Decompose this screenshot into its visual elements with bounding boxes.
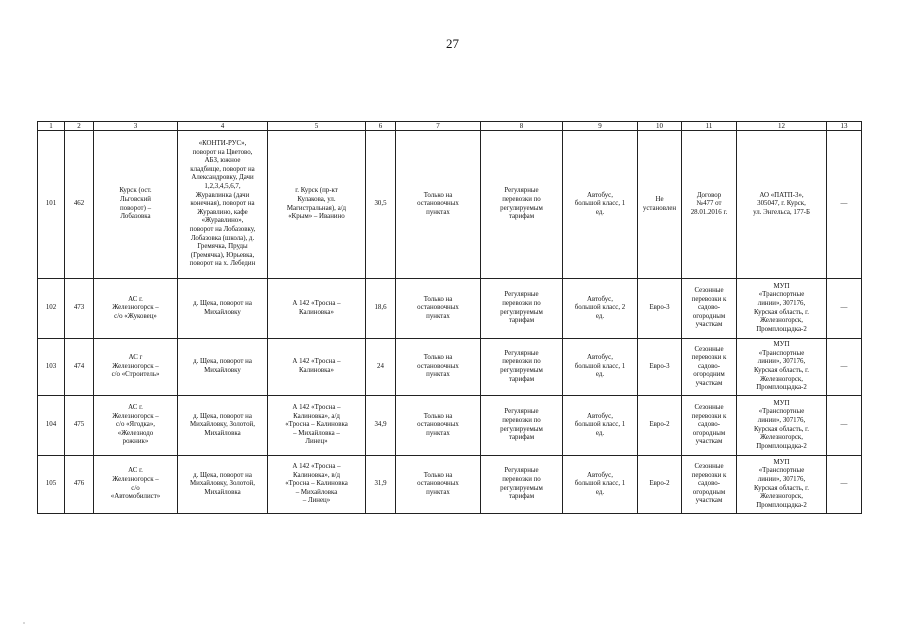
column-number: 9 [563,122,638,131]
transport-type: Регулярные перевозки по регулируемым тарифам [481,279,563,339]
vehicle-class: Автобус, большой класс, 1 ед. [563,456,638,514]
column-number: 1 [38,122,65,131]
eco-class: Евро-2 [638,456,682,514]
carrier: МУП «Транспортные линии», 307176, Курская область, г. Железногорск, Промплощадка-2 [737,339,827,396]
extra-info: — [827,339,862,396]
table-row [38,396,862,456]
stop-procedure: Только на остановочных пунктах [396,339,481,396]
vehicle-class: Автобус, большой класс, 1 ед. [563,131,638,279]
table-row [38,339,862,396]
column-number: 13 [827,122,862,131]
start-date: Сезонные перевозки к садово- огородным участкам [682,279,737,339]
page-number: 27 [446,36,459,51]
column-number: 7 [396,122,481,131]
column-number: 4 [178,122,268,131]
table-header-row [38,122,862,131]
column-number: 12 [737,122,827,131]
intermediate-stops: д. Щека, поворот на Михайловку, Золотой, Михайловка [178,396,268,456]
route-length: 24 [366,339,396,396]
intermediate-stops: д. Щека, поворот на Михайловку [178,279,268,339]
stop-procedure: Только на остановочных пунктах [396,279,481,339]
streets-roads: А 142 «Тросна – Калиновка», в/д «Тросна – Калиновка – Михайловка – Линец» [268,456,366,514]
stop-procedure: Только на остановочных пунктах [396,396,481,456]
route-length: 18,6 [366,279,396,339]
transport-type: Регулярные перевозки по регулируемым тарифам [481,396,563,456]
row-index: 102 [38,279,65,339]
start-date: Сезонные перевозки к садово- огородным участкам [682,456,737,514]
vehicle-class: Автобус, большой класс, 1 ед. [563,396,638,456]
column-number: 5 [268,122,366,131]
start-date: Сезонные перевозки к садово- огородним участкам [682,339,737,396]
streets-roads: г. Курск (пр-кт Кулакова, ул. Магистральная), а/д «Крым» – Иванино [268,131,366,279]
route-number: 475 [65,396,94,456]
route-name: АС г. Железногорск – с/о «Автомобилист» [94,456,178,514]
column-number: 10 [638,122,682,131]
route-length: 30,5 [366,131,396,279]
route-name: АС г. Железногорск – с/о «Ягодка», «Железнодо рожник» [94,396,178,456]
eco-class: Не установлен [638,131,682,279]
routes-table [37,121,862,514]
route-name: АС г. Железногорск – с/о «Жуковец» [94,279,178,339]
eco-class: Евро-2 [638,396,682,456]
column-number: 2 [65,122,94,131]
stop-procedure: Только на остановочных пунктах [396,131,481,279]
carrier: АО «ПАТП-3», 305047, г. Курск, ул. Энгельса, 177-Б [737,131,827,279]
streets-roads: А 142 «Тросна – Калиновка» [268,339,366,396]
intermediate-stops: д. Щека, поворот на Михайловку [178,339,268,396]
route-number: 462 [65,131,94,279]
eco-class: Евро-3 [638,339,682,396]
scan-speck [23,622,25,624]
route-length: 34,9 [366,396,396,456]
extra-info: — [827,279,862,339]
row-index: 104 [38,396,65,456]
intermediate-stops: д. Щека, поворот на Михайловку, Золотой, Михайловка [178,456,268,514]
start-date: Договор №477 от 28.01.2016 г. [682,131,737,279]
eco-class: Евро-3 [638,279,682,339]
row-index: 103 [38,339,65,396]
vehicle-class: Автобус, большой класс, 2 ед. [563,279,638,339]
vehicle-class: Автобус, большой класс, 1 ед. [563,339,638,396]
route-name: Курск (ост. Льговский поворот) – Лобазовка [94,131,178,279]
carrier: МУП «Транспортные линии», 307176, Курская область, г. Железногорск, Промплощадка-2 [737,396,827,456]
carrier: МУП «Транспортные линии», 307176, Курская область, г. Железногорск, Промплощадка-2 [737,456,827,514]
transport-type: Регулярные перевозки по регулируемым тарифам [481,456,563,514]
streets-roads: А 142 «Тросна – Калиновка» [268,279,366,339]
extra-info: — [827,396,862,456]
column-number: 6 [366,122,396,131]
column-number: 11 [682,122,737,131]
table-row [38,279,862,339]
route-number: 473 [65,279,94,339]
transport-type: Регулярные перевозки по регулируемым тарифам [481,131,563,279]
route-number: 474 [65,339,94,396]
streets-roads: А 142 «Тросна – Калиновка», а/д «Тросна – Калиновка – Михайловка – Линец» [268,396,366,456]
column-number: 3 [94,122,178,131]
route-length: 31,9 [366,456,396,514]
row-index: 105 [38,456,65,514]
column-number: 8 [481,122,563,131]
table-row [38,131,862,279]
extra-info: — [827,131,862,279]
table-row [38,456,862,514]
carrier: МУП «Транспортные линии», 307176, Курская область, г. Железногорск, Промплощадка-2 [737,279,827,339]
row-index: 101 [38,131,65,279]
stop-procedure: Только на остановочных пунктах [396,456,481,514]
extra-info: — [827,456,862,514]
transport-type: Регулярные перевозки по регулируемым тарифам [481,339,563,396]
intermediate-stops: «КОНТИ-РУС», поворот на Цветово, АБЗ, южное кладбище, поворот на Александровку, Дачи 1,2,3,4,5,6,7, Журавлинка (дачи конечная), поворот на Журавлино, кафе «Журавлино», поворот на Лобазовку, Лобазовка (школа), д. Гремячка, Пруды (Гремячка), Юрьевка, поворот на х. Лебедин [178,131,268,279]
route-number: 476 [65,456,94,514]
route-name: АС г Железногорск – с/о «Строитель» [94,339,178,396]
start-date: Сезонные перевозки к садово- огородным участкам [682,396,737,456]
